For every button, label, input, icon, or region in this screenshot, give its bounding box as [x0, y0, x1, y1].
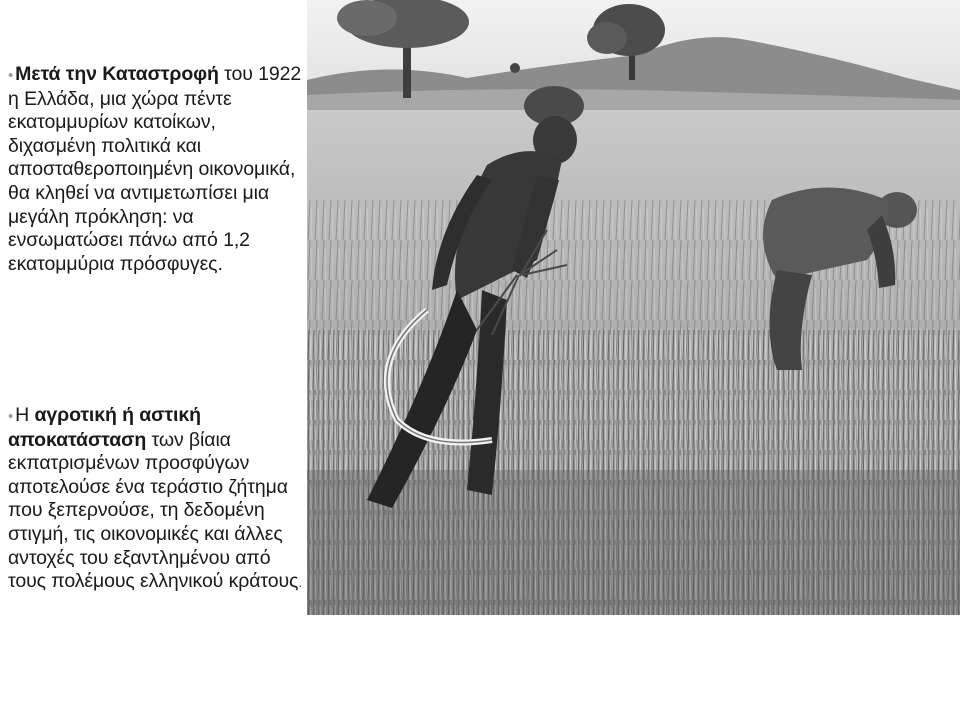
bullet-dot: • — [8, 408, 14, 425]
bullet-1-text: του 1922 η Ελλάδα, μια χώρα πέντε εκατομμυρίων κατοίκων, διχασμένη πολιτικά και αποσταθεροποιημένη οικονομικά, θα κληθεί να αντιμετωπίσει μια μεγάλη πρόκληση: να ενσωματώσει πάνω από 1,2 εκατομμύρια πρόσφυγες. — [8, 63, 302, 275]
text-panel — [0, 0, 304, 720]
bullet-paragraph-2 — [8, 404, 302, 595]
bullet-2-prefix: Η — [15, 404, 35, 426]
bullet-2-text: των βίαια εκπατρισμένων προσφύγων αποτελούσε ένα τεράστιο ζήτημα που ξεπερνούσε, τη δεδομένη στιγμή, τις οικονομικές και άλλες αντοχές του εξαντλημένου από τους πολέμους ελληνικού κράτους — [8, 428, 299, 593]
bullet-paragraph-1 — [8, 63, 302, 276]
bullet-1-bold-text: Μετά την Καταστροφή — [15, 63, 219, 85]
bullet-dot: • — [8, 67, 14, 84]
harvest-photo-illustration — [307, 0, 960, 615]
harvest-photo — [307, 0, 960, 615]
bullet-2-period: . — [298, 575, 302, 591]
bullet-2-bold-text: αγροτική ή αστική αποκατάσταση — [8, 404, 201, 451]
